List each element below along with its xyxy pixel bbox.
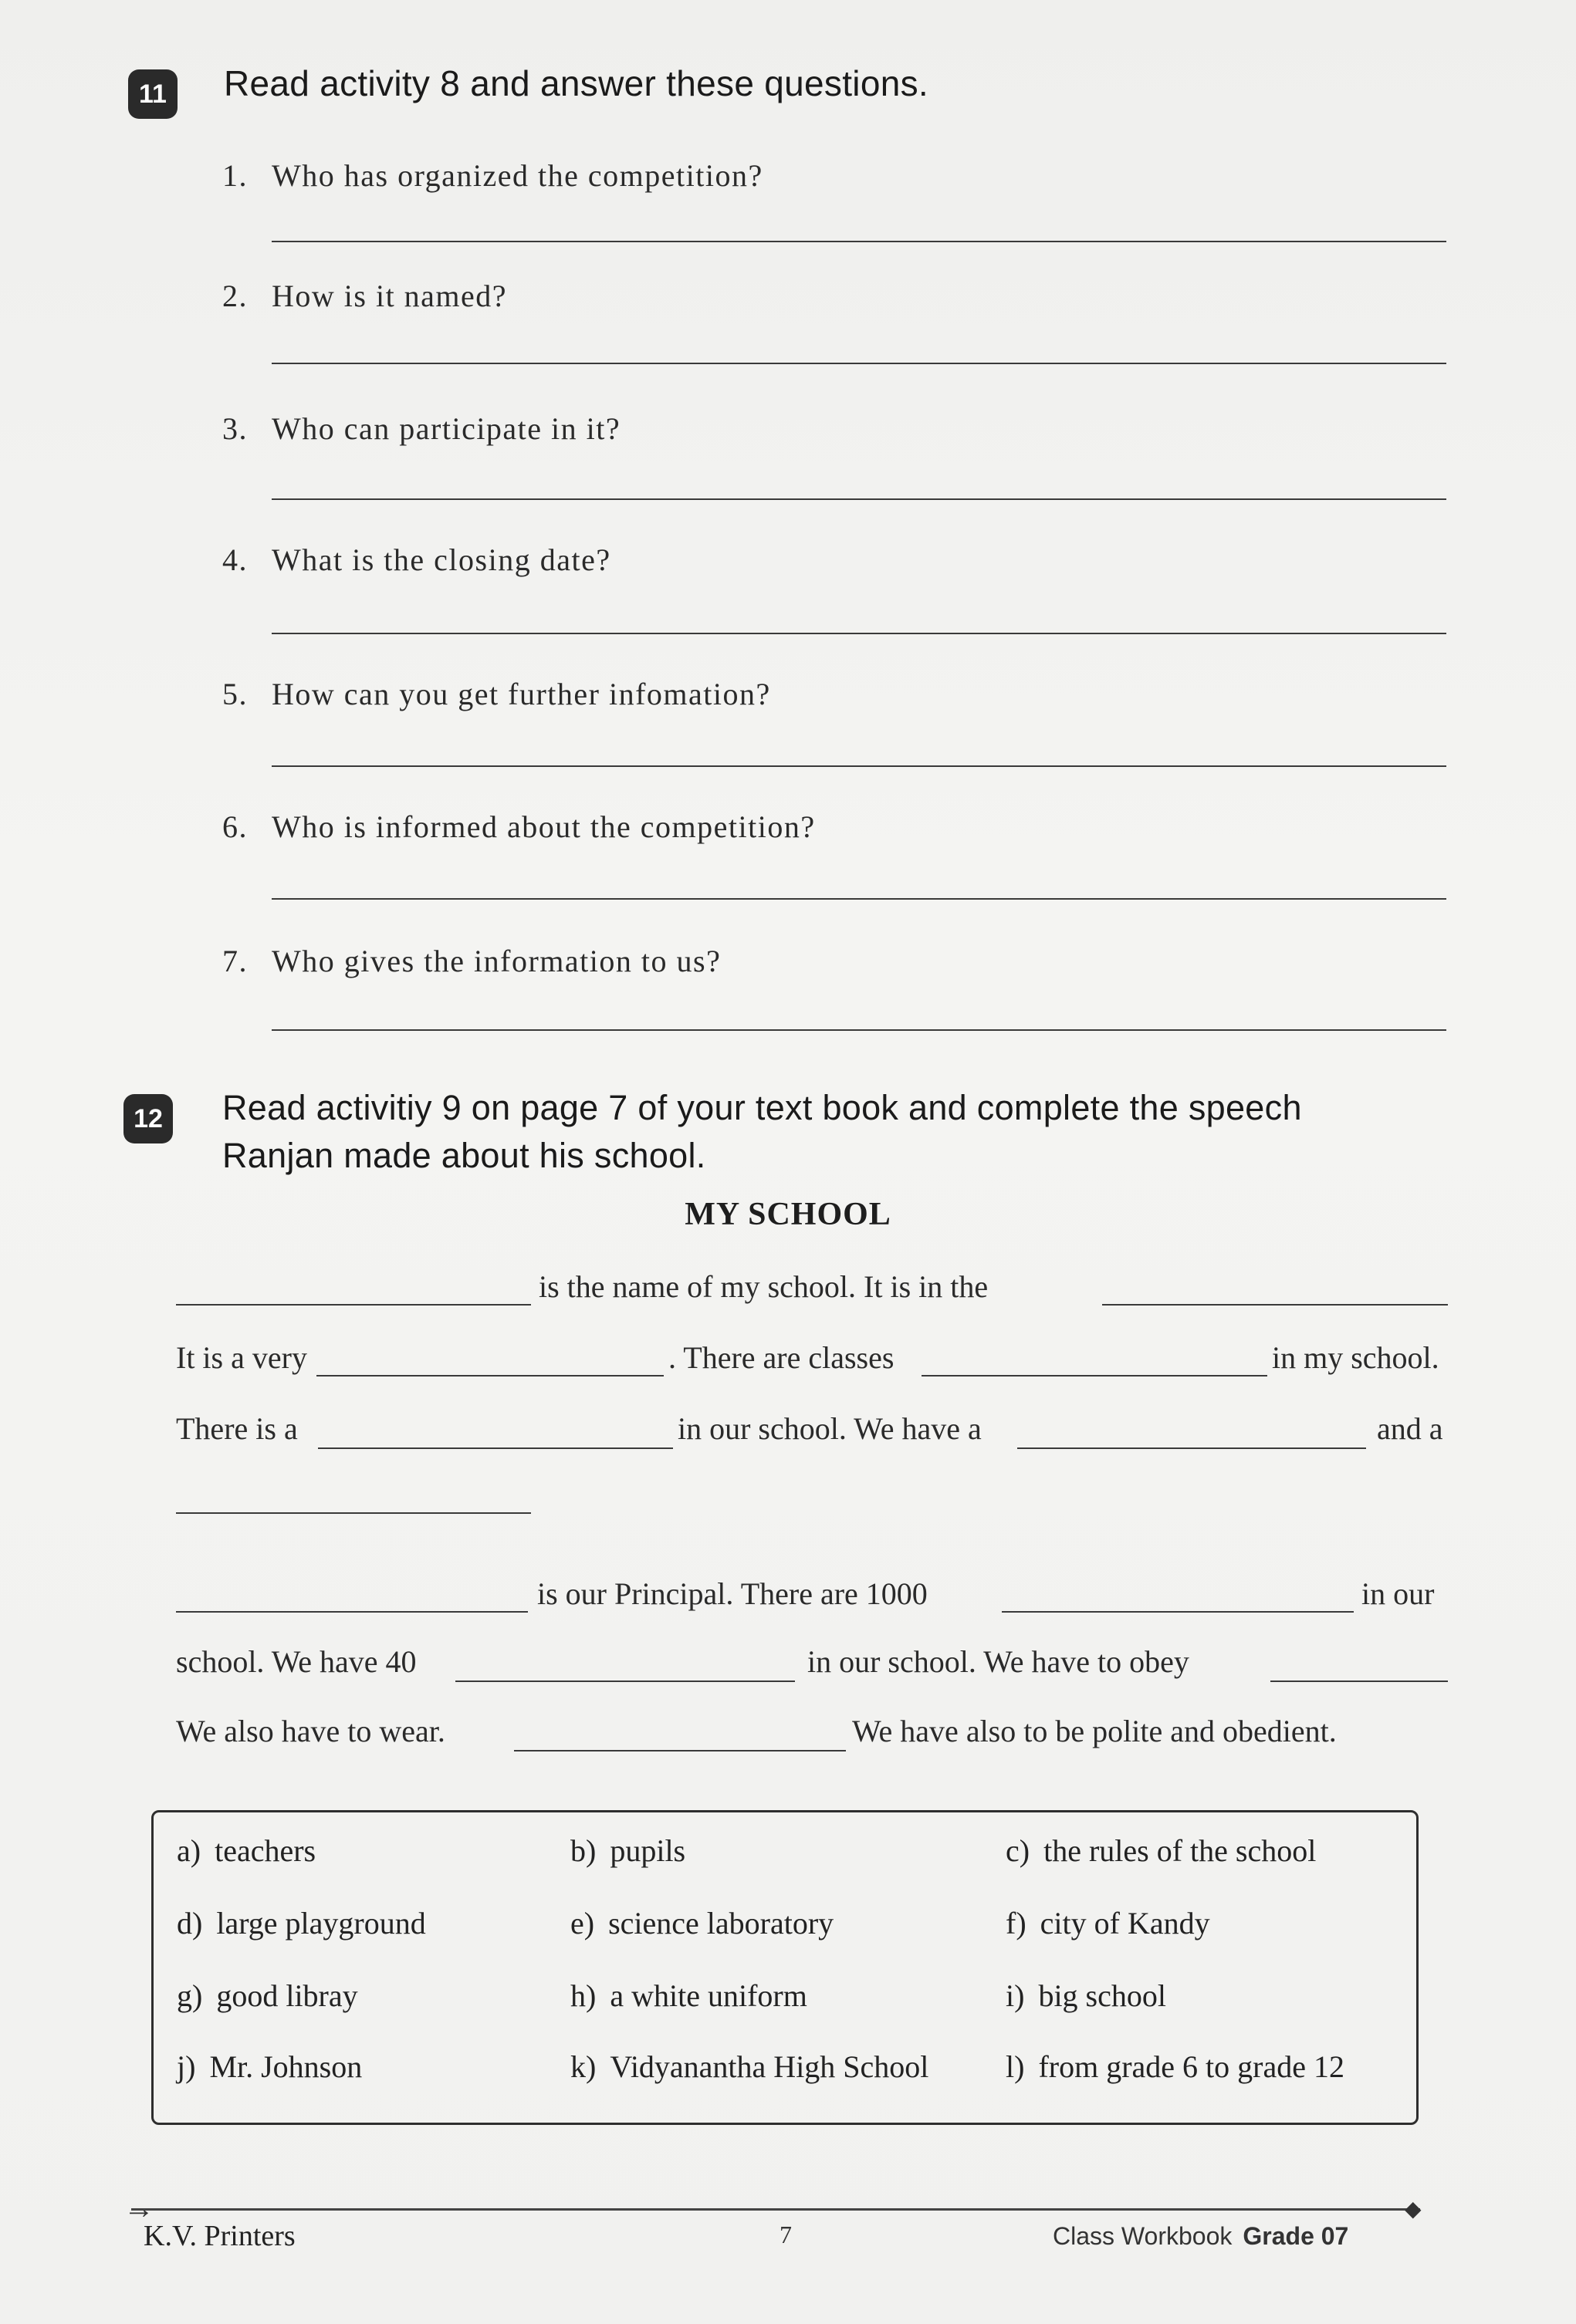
question-2: 2. How is it named? [222,279,508,313]
option-c: c) the rules of the school [1006,1833,1317,1868]
answer-line-5[interactable] [272,765,1446,767]
question-7: 7. Who gives the information to us? [222,944,722,978]
answer-line-3[interactable] [272,498,1446,500]
activity-12-heading-line-2: Ranjan made about his school. [222,1136,706,1175]
answer-line-7[interactable] [272,1029,1446,1031]
blank-8[interactable] [176,1611,528,1613]
blank-2[interactable] [1102,1304,1448,1306]
option-a: a) teachers [177,1833,316,1868]
speech-text-2b: . There are classes [668,1340,895,1375]
option-i: i) big school [1006,1978,1166,2013]
option-f: f) city of Kandy [1006,1906,1210,1941]
speech-text-3b: in our school. We have a [678,1411,982,1446]
footer-publisher: K.V. Printers [144,2220,296,2252]
blank-4[interactable] [922,1375,1267,1376]
option-j: j) Mr. Johnson [177,2049,363,2084]
speech-text-4a: is our Principal. There are 1000 [537,1576,928,1611]
word-options-box [151,1810,1419,2125]
speech-text-5a: school. We have 40 [176,1644,417,1679]
speech-text-2a: It is a very [176,1340,307,1375]
blank-11[interactable] [1270,1681,1448,1682]
question-3: 3. Who can participate in it? [222,411,621,446]
speech-text-3c: and a [1377,1411,1443,1446]
speech-text-4b: in our [1361,1576,1435,1611]
footer-book-name: Class Workbook [1053,2222,1233,2250]
speech-text-6a: We also have to wear. [176,1714,445,1748]
speech-text-6b: We have also to be polite and obedient. [852,1714,1337,1748]
option-l: l) from grade 6 to grade 12 [1006,2049,1344,2084]
question-5: 5. How can you get further infomation? [222,677,771,711]
blank-9[interactable] [1002,1611,1354,1613]
option-d: d) large playground [177,1906,426,1941]
speech-text-2c: in my school. [1272,1340,1439,1375]
speech-text-5b: in our school. We have to obey [807,1644,1189,1679]
activity-12-heading-line-1: Read activitiy 9 on page 7 of your text book and complete the speech [222,1088,1302,1127]
answer-line-6[interactable] [272,898,1446,900]
option-b: b) pupils [570,1833,686,1868]
answer-line-4[interactable] [272,633,1446,634]
blank-10[interactable] [455,1681,795,1682]
footer-grade: Grade 07 [1243,2222,1349,2250]
blank-3[interactable] [316,1375,664,1376]
speech-text-3a: There is a [176,1411,298,1446]
blank-7[interactable] [176,1512,531,1514]
blank-1[interactable] [176,1304,531,1306]
footer-book-info [1053,2222,1348,2251]
blank-12[interactable] [514,1750,846,1751]
option-k: k) Vidyanantha High School [570,2049,929,2084]
footer-diamond-icon: ◆ [1405,2197,1422,2221]
speech-title: MY SCHOOL [685,1197,891,1232]
blank-6[interactable] [1017,1447,1366,1449]
option-g: g) good libray [177,1978,358,2013]
activity-badge-12: 12 [123,1094,173,1143]
option-e: e) science laboratory [570,1906,834,1941]
question-6: 6. Who is informed about the competition? [222,809,816,844]
answer-line-2[interactable] [272,363,1446,364]
speech-text-1: is the name of my school. It is in the [539,1269,989,1304]
option-h: h) a white uniform [570,1978,807,2013]
activity-11-heading: Read activity 8 and answer these questions. [224,63,928,103]
answer-line-1[interactable] [272,241,1446,242]
footer-divider [131,2208,1420,2211]
blank-5[interactable] [318,1447,673,1449]
question-4: 4. What is the closing date? [222,542,611,577]
footer-page-number: 7 [780,2221,792,2248]
question-1: 1. Who has organized the competition? [222,158,763,193]
footer-arrow-icon: → [123,2191,154,2225]
activity-badge-11: 11 [128,69,178,119]
